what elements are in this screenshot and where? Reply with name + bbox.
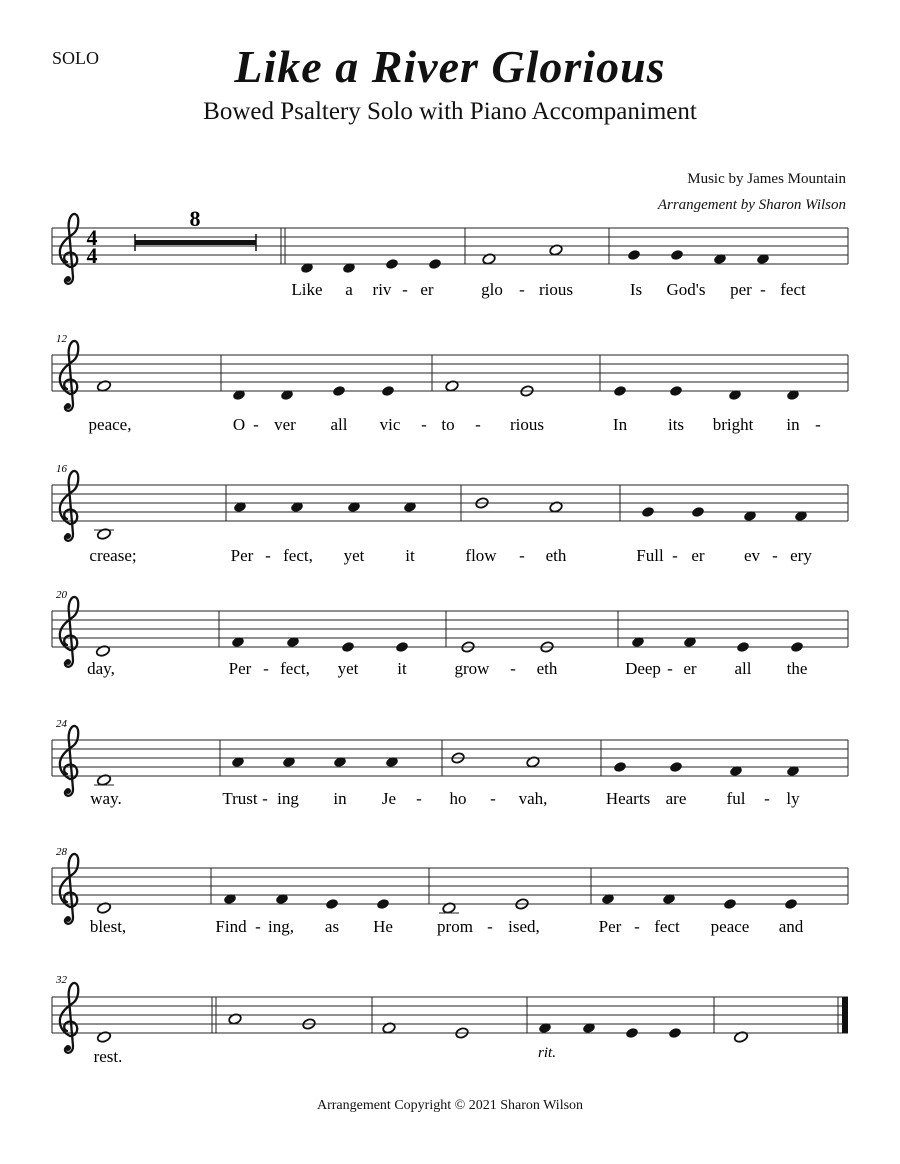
lyric: ev — [743, 546, 761, 565]
lyric: yet — [343, 546, 365, 565]
staff-system-4 — [52, 589, 848, 667]
measure-number: 24 — [56, 718, 67, 730]
lyric: Per — [230, 546, 254, 565]
lyric-hyphen: - — [421, 415, 427, 434]
lyric: crease; — [89, 546, 137, 565]
lyric: Find — [215, 917, 247, 936]
lyric-hyphen: - — [402, 280, 408, 299]
composer-credit: Music by James Mountain — [687, 171, 846, 187]
lyric-hyphen: - — [772, 546, 778, 565]
measure-number: 20 — [56, 589, 67, 601]
lyric: ing, — [268, 917, 294, 936]
lyric: er — [691, 546, 705, 565]
lyric: Hearts — [605, 789, 651, 808]
page-title: Like a River Glorious — [234, 41, 666, 92]
lyric: fect — [780, 280, 806, 299]
lyric-hyphen: - — [510, 659, 516, 678]
staff-system-1 — [52, 206, 848, 284]
treble-clef-icon — [60, 854, 78, 924]
lyrics-line-4 — [87, 659, 807, 678]
treble-clef-icon — [60, 726, 78, 796]
lyric-hyphen: - — [519, 546, 525, 565]
lyric: ver — [274, 415, 296, 434]
lyric: per — [730, 280, 752, 299]
lyric: blest, — [89, 917, 127, 936]
lyric: Full — [636, 546, 664, 565]
lyric-hyphen: - — [634, 917, 640, 936]
lyric-hyphen: - — [262, 789, 268, 808]
lyric: flow — [465, 546, 497, 565]
lyric: are — [665, 789, 687, 808]
lyrics-line-1 — [291, 280, 806, 299]
lyric: fect, — [280, 659, 310, 678]
lyric: vah, — [518, 789, 548, 808]
lyric: peace — [710, 917, 750, 936]
treble-clef-icon — [60, 341, 78, 411]
lyric: it — [405, 546, 415, 565]
lyric-hyphen: - — [764, 789, 770, 808]
lyric: ery — [790, 546, 812, 565]
lyric-hyphen: - — [815, 415, 821, 434]
lyric: Per — [228, 659, 252, 678]
lyric: rious — [510, 415, 544, 434]
lyric: bright — [712, 415, 754, 434]
lyric: Trust — [222, 789, 258, 808]
lyric: In — [612, 415, 628, 434]
lyric: a — [345, 280, 353, 299]
multirest-count: 8 — [189, 206, 201, 231]
lyric: He — [373, 917, 393, 936]
lyric: day, — [87, 659, 115, 678]
lyric-hyphen: - — [519, 280, 525, 299]
lyric-hyphen: - — [263, 659, 269, 678]
lyric: Is — [629, 280, 643, 299]
treble-clef-icon — [60, 471, 78, 541]
lyric: fect — [654, 917, 680, 936]
lyric: eth — [536, 659, 558, 678]
staff-system-2 — [52, 333, 848, 411]
staff-system-5 — [52, 718, 848, 796]
lyric: eth — [545, 546, 567, 565]
lyric: yet — [337, 659, 359, 678]
lyric: vic — [379, 415, 401, 434]
time-signature-bottom: 4 — [86, 243, 98, 268]
measure-number: 32 — [56, 974, 67, 986]
treble-clef-icon — [60, 597, 78, 667]
note-group — [300, 249, 770, 274]
lyric: ing — [277, 789, 299, 808]
lyric-hyphen: - — [265, 546, 271, 565]
lyric: riv — [372, 280, 392, 299]
lyric: grow — [454, 659, 490, 678]
lyric-hyphen: - — [760, 280, 766, 299]
lyrics-line-2 — [89, 415, 822, 434]
lyric: all — [330, 415, 348, 434]
measure-number: 12 — [56, 333, 67, 345]
part-label: SOLO — [52, 48, 100, 68]
lyric: God's — [666, 280, 706, 299]
measure-number: 28 — [56, 846, 67, 858]
ritardando-marking: rit. — [538, 1045, 556, 1061]
lyric: ised, — [508, 917, 540, 936]
lyric: its — [667, 415, 685, 434]
multi-measure-rest — [135, 240, 256, 245]
lyric-hyphen: - — [253, 415, 259, 434]
staff-system-6 — [52, 846, 848, 924]
lyric: er — [420, 280, 434, 299]
lyric: O — [232, 415, 246, 434]
lyric-hyphen: - — [487, 917, 493, 936]
lyric: rest. — [93, 1047, 123, 1066]
lyric: Je — [381, 789, 397, 808]
lyric: ful — [726, 789, 746, 808]
lyric-hyphen: - — [255, 917, 261, 936]
lyric: fect, — [283, 546, 313, 565]
lyric-hyphen: - — [416, 789, 422, 808]
lyric: er — [683, 659, 697, 678]
lyric: to — [441, 415, 455, 434]
lyric: prom — [437, 917, 473, 936]
lyrics-line-6 — [90, 917, 804, 936]
lyric: and — [778, 917, 804, 936]
lyric: ho — [449, 789, 467, 808]
staff-system-7 — [52, 974, 848, 1061]
treble-clef-icon — [60, 214, 78, 284]
lyric: Like — [291, 280, 323, 299]
staff-system-3 — [52, 463, 848, 541]
lyric: it — [397, 659, 407, 678]
lyrics-line-5 — [90, 789, 800, 808]
page-subtitle: Bowed Psaltery Solo with Piano Accompaniment — [203, 98, 697, 125]
measure-number: 16 — [56, 463, 67, 475]
lyrics-line-7 — [94, 1047, 123, 1066]
lyric: in — [333, 789, 347, 808]
final-barline — [842, 997, 848, 1033]
lyric: peace, — [88, 415, 132, 434]
lyrics-line-3 — [89, 546, 812, 565]
lyric: in — [786, 415, 800, 434]
arranger-credit: Arrangement by Sharon Wilson — [657, 197, 846, 213]
treble-clef-icon — [60, 983, 78, 1053]
lyric: glo — [481, 280, 503, 299]
lyric-hyphen: - — [490, 789, 496, 808]
lyric: all — [734, 659, 752, 678]
lyric: Deep — [625, 659, 661, 678]
lyric: ly — [786, 789, 800, 808]
lyric-hyphen: - — [672, 546, 678, 565]
lyric: rious — [539, 280, 573, 299]
lyric: as — [324, 917, 340, 936]
time-signature-top: 4 — [86, 225, 98, 250]
lyric-hyphen: - — [475, 415, 481, 434]
lyric: way. — [90, 789, 122, 808]
copyright-notice: Arrangement Copyright © 2021 Sharon Wilson — [316, 1098, 584, 1113]
lyric: the — [786, 659, 808, 678]
lyric-hyphen: - — [667, 659, 673, 678]
lyric: Per — [598, 917, 622, 936]
